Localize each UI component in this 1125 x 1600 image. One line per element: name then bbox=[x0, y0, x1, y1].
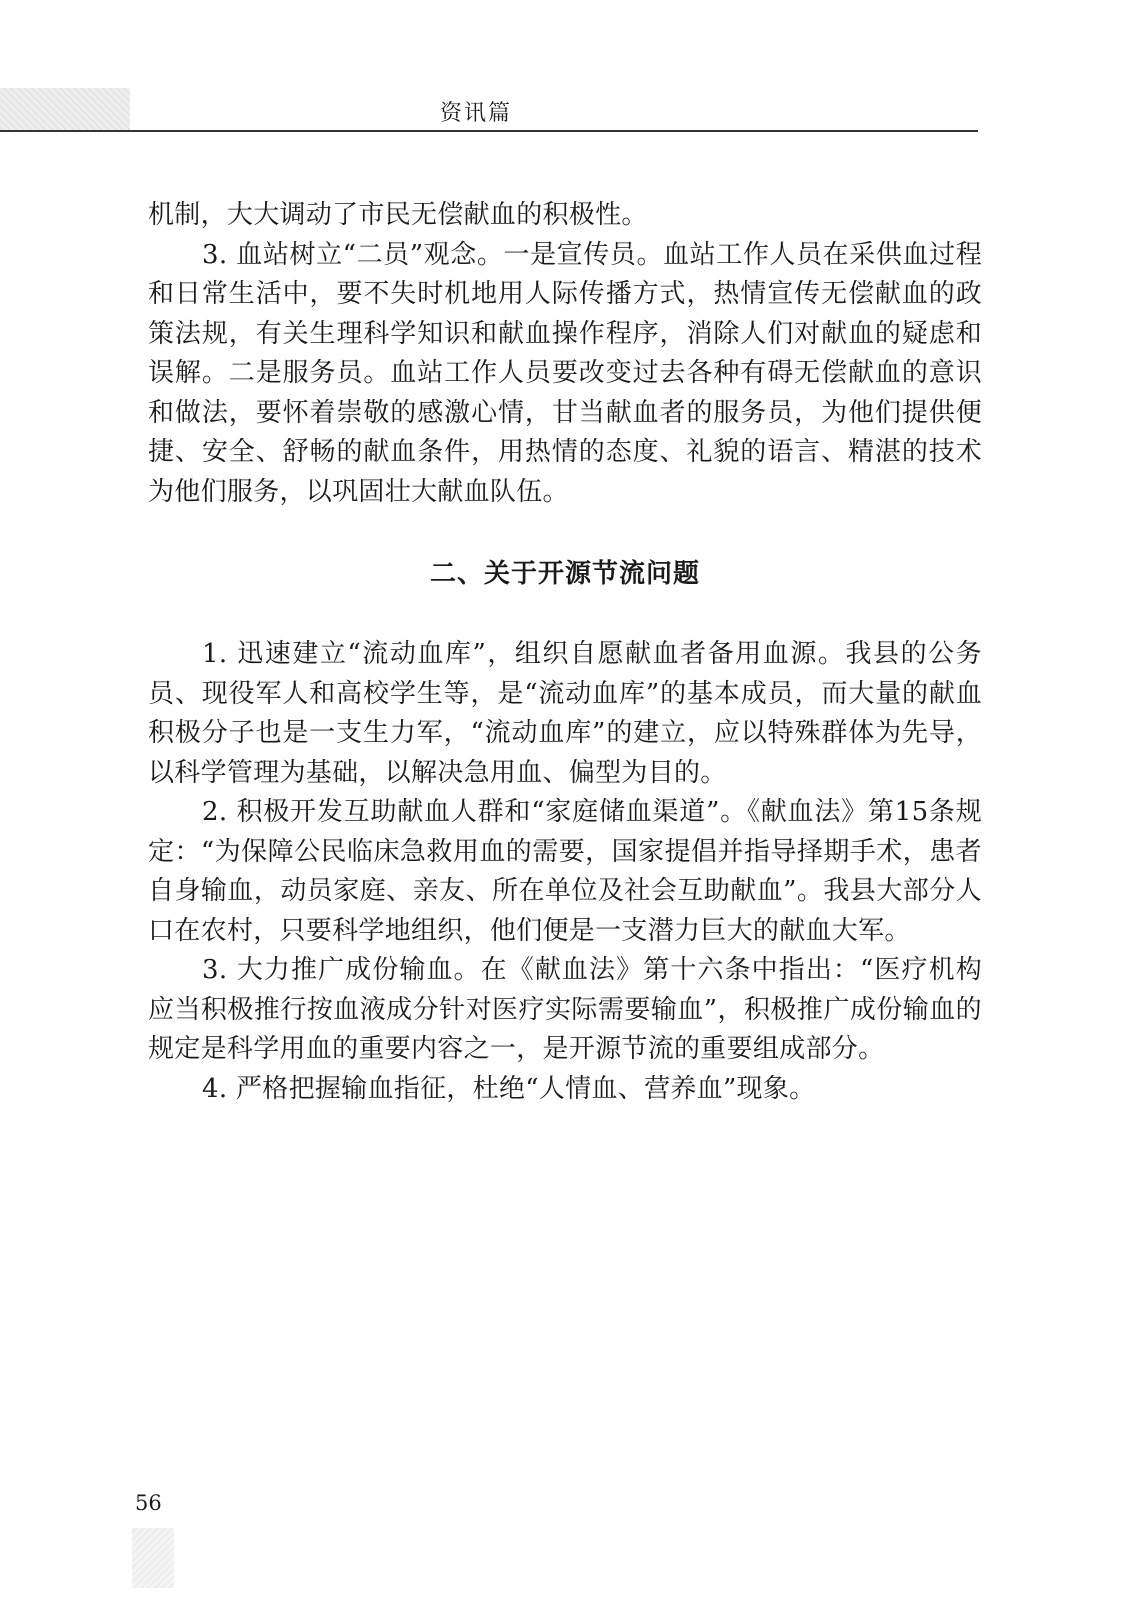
section-title: 二、关于开源节流问题 bbox=[429, 559, 700, 589]
paragraph-item-3-two-roles: 3. 血站树立“二员”观念。一是宣传员。血站工作人员在采供血过程和日常生活中，要不失时机地用人际传播方式，热情宣传无偿献血的政策法规，有关生理科学知识和献血操作程序，消除人们对献血的疑虑和误解。二是服务员。血站工作人员要改变过去各种有碍无偿献血的意识和做法，要怀着崇敬的感激心情，甘当献血者的服务员，为他们提供便捷、安全、舒畅的献血条件，用热情的态度、礼貌的语言、精湛的技术为他们服务，以巩固壮大献血队伍。 bbox=[148, 239, 982, 507]
scan-artifact-top bbox=[0, 88, 130, 132]
paragraph-item-1-mobile-blood-bank: 1. 迅速建立“流动血库”，组织自愿献血者备用血源。我县的公务员、现役军人和高校学生等，是“流动血库”的基本成员，而大量的献血积极分子也是一支生力军，“流动血库”的建立，应以特殊群体为先导，以科学管理为基础，以解决急用血、偏型为目的。 bbox=[148, 639, 982, 788]
page-body bbox=[148, 196, 982, 1109]
paragraph-item-4-transfusion-indications: 4. 严格把握输血指征，杜绝“人情血、营养血”现象。 bbox=[202, 1073, 816, 1104]
paragraph-item-3-component-transfusion: 3. 大力推广成份输血。在《献血法》第十六条中指出：“医疗机构应当积极推行按血液成分针对医疗实际需要输血”，积极推广成份输血的规定是科学用血的重要内容之一，是开源节流的重要组成部分。 bbox=[148, 955, 982, 1064]
running-header: 资讯篇 bbox=[440, 101, 513, 126]
header-rule bbox=[0, 130, 978, 132]
scan-artifact-bottom bbox=[132, 1528, 174, 1588]
paragraph-continuation: 机制，大大调动了市民无偿献血的积极性。 bbox=[148, 200, 648, 230]
paragraph-item-2-mutual-donation: 2. 积极开发互助献血人群和“家庭储血渠道”。《献血法》第15条规定：“为保障公民临床急救用血的需要，国家提倡并指导择期手术，患者自身输血，动员家庭、亲友、所在单位及社会互助献血”。我县大部分人口在农村，只要科学地组织，他们便是一支潜力巨大的献血大军。 bbox=[148, 797, 982, 946]
page-number: 56 bbox=[135, 1491, 162, 1515]
